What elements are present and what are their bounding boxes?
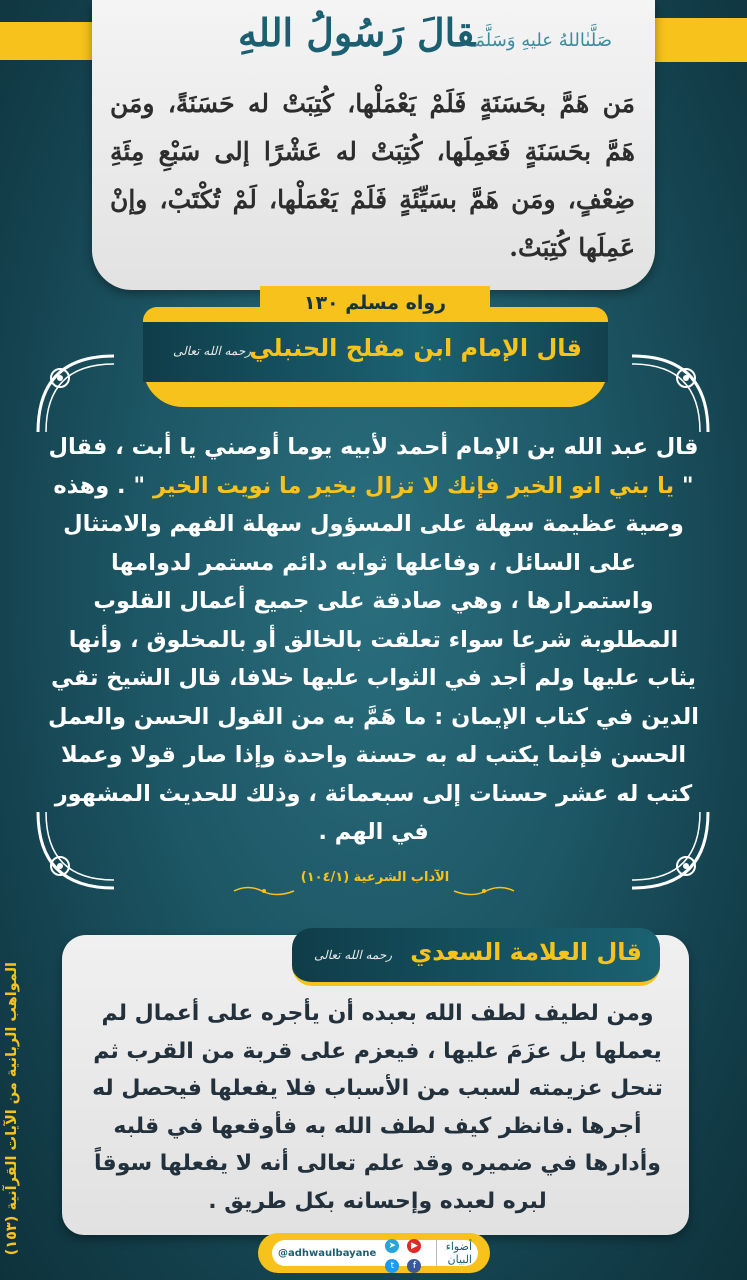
hadith-title: صَلَّىٰاللهُ عليهِ وَسَلَّمَقالَ رَسُولُ اللهِ <box>237 10 612 55</box>
divider-ornament-icon <box>232 884 296 898</box>
narrator-label: رواه مسلم ١٣٠ <box>260 286 490 322</box>
social-handle[interactable]: @adhwaulbayane <box>278 1247 377 1259</box>
scholar-name: قال العلامة السعدي <box>410 938 642 966</box>
corner-ornament-icon <box>34 352 118 436</box>
divider-ornament-icon <box>452 884 516 898</box>
youtube-icon[interactable]: ▶ <box>407 1239 421 1253</box>
top-left-band <box>0 22 94 60</box>
salutation: صَلَّىٰاللهُ عليهِ وَسَلَّمَ <box>475 30 612 51</box>
side-source-citation: المواهب الربانية من الآيات القرآنية (١٥٣) <box>4 962 20 1256</box>
saadi-text: ومن لطيف لطف الله بعبده أن يأجره على أعمال لم يعملها بل عزَمَ عليها ، فيعزم على قربة من القرب ثم تنحل عزيمته لسبب من الأسباب فلا يفعلها فيحصل له أجرها .فانظر كيف لطف الله به فأوقعها في قلبه وأدارها في ضميره وقد علم تعالى أنه لا يفعلها سوقاً لبره لعبده وإحسانه بكل طريق . <box>92 1001 663 1214</box>
source-citation: الآداب الشرعية (١٠٤/١) <box>300 870 450 885</box>
footer-social <box>272 1240 478 1271</box>
hadith-text: مَن هَمَّ بحَسَنَةٍ فَلَمْ يَعْمَلْها، كُتِبَتْ له حَسَنَةً، ومَن هَمَّ بحَسَنَةٍ فَعَمِلَها، كُتِبَتْ له عَشْرًا إلى سَبْعِ مِئَةِ ضِعْفٍ، ومَن هَمَّ بسَيِّئَةٍ فَلَمْ يَعْمَلْها، لَمْ تُكْتَبْ، وإنْ عَمِلَها كُتِبَتْ. <box>110 89 635 262</box>
honorific: رحمه الله تعالى <box>314 948 393 962</box>
scholar-header <box>292 928 660 986</box>
top-right-band <box>655 18 747 62</box>
scholar-quote: قال عبد الله بن الإمام أحمد لأبيه يوما أوصني يا أبت ، فقال " يا بني انو الخير فإنك لا تزال بخير ما نويت الخير " . وهذه وصية عظيمة سهلة على المسؤول سهلة الفهم والامتثال على السائل ، وفاعلها ثوابه دائم مستمر لدوامها واستمرارها ، وهي صادقة على جميع أعمال القلوب المطلوبة شرعا سواء تعلقت بالخالق أو بالمخلوق ، وأنها يثاب عليها ولم أجد في الثواب عليها خلافا، قال الشيخ تقي الدين في كتاب الإيمان : ما هَمَّ به من القول الحسن والعمل الحسن فإنما يكتب له به حسنة واحدة وإذا صار قولا وعملا كتب له عشر حسنات إلى سبعمائة ، وذلك للحديث المشهور في الهم . <box>48 434 699 845</box>
corner-ornament-icon <box>628 352 712 436</box>
twitter-icon[interactable]: t <box>385 1259 399 1273</box>
telegram-icon[interactable]: ➤ <box>385 1239 399 1253</box>
brand-logo: أضواء البيان <box>436 1240 472 1266</box>
honorific: رحمه الله تعالى <box>173 344 252 358</box>
highlighted-quote: يا بني انو الخير فإنك لا تزال بخير ما نويت الخير <box>145 472 682 499</box>
scholar-header <box>143 322 608 382</box>
scholar-name: قال الإمام ابن مفلح الحنبلي <box>249 334 582 362</box>
facebook-icon[interactable]: f <box>407 1259 421 1273</box>
